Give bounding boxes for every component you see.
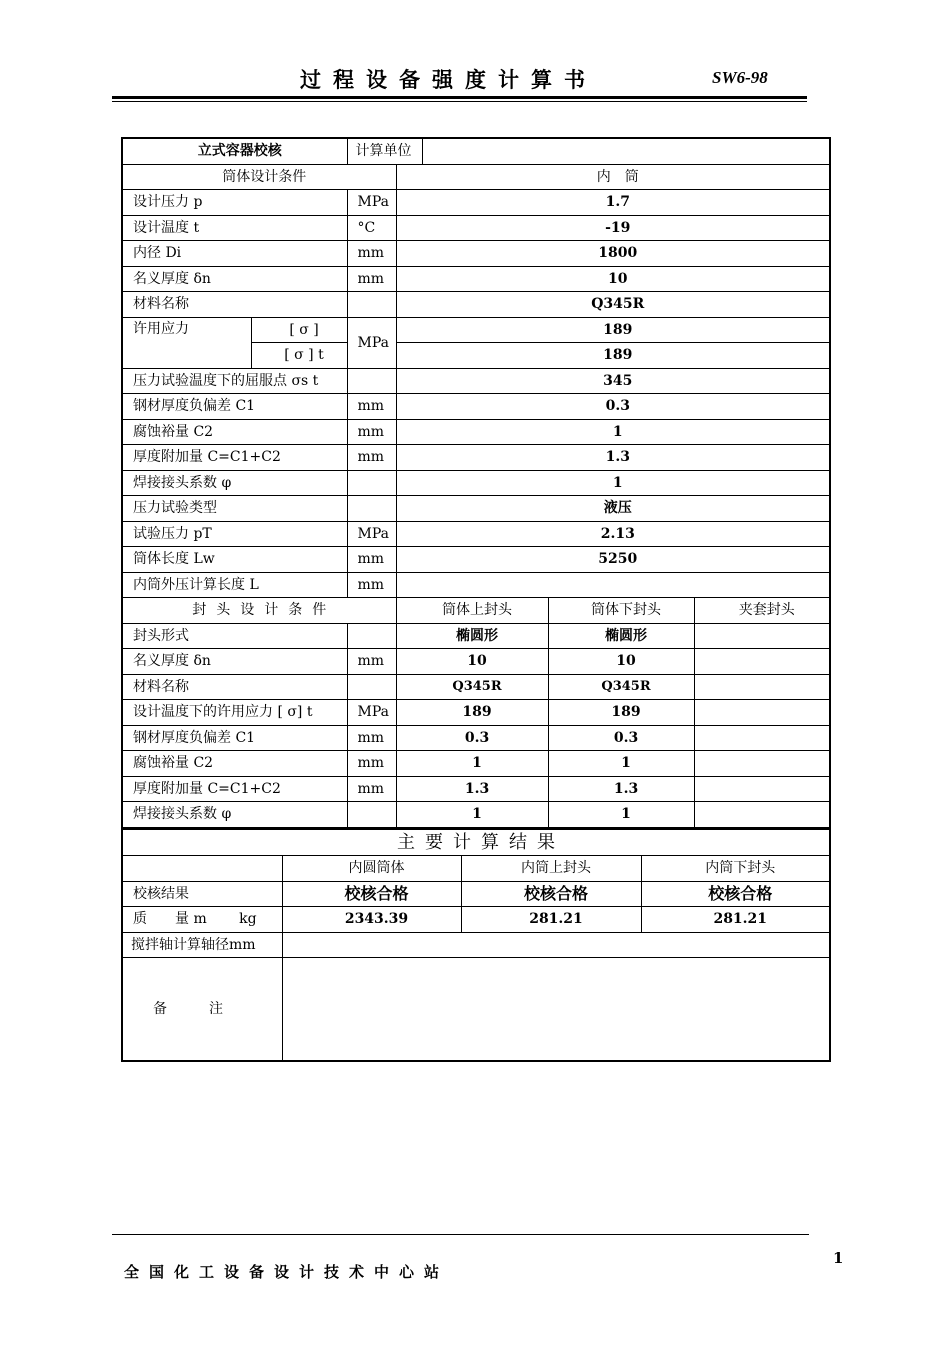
- table-row: 钢材厚度负偏差 C1 mm 0.3 0.3: [122, 725, 830, 751]
- table-row: 焊接接头系数 φ 1 1: [122, 802, 830, 828]
- results-table: [121, 829, 831, 1062]
- table-row: 封头设计条件 筒体上封头 筒体下封头 夹套封头: [122, 598, 830, 624]
- results-title: 主要计算结果: [122, 830, 830, 856]
- table-row: 焊接接头系数 φ 1: [122, 470, 830, 496]
- table-row: 试验压力 pT MPa 2.13: [122, 521, 830, 547]
- table-row: 筒体长度 Lw mm 5250: [122, 547, 830, 573]
- table-row: 材料名称 Q345R Q345R: [122, 674, 830, 700]
- table-row: 压力试验类型 液压: [122, 496, 830, 522]
- inner-shell-header: 内 筒: [396, 164, 830, 190]
- table-row: 腐蚀裕量 C2 mm 1 1: [122, 751, 830, 777]
- table-row: 内径 Di mm 1800: [122, 241, 830, 267]
- page-number: 1: [833, 1249, 844, 1267]
- table-row: 腐蚀裕量 C2 mm 1: [122, 419, 830, 445]
- remarks-value: [282, 958, 830, 1062]
- remarks-label: 备 注: [122, 958, 282, 1062]
- table-row: 设计压力 p MPa 1.7: [122, 190, 830, 216]
- table-row: 名义厚度 δn mm 10 10: [122, 649, 830, 675]
- footer-organization: 全国化工设备设计技术中心站: [124, 1263, 450, 1281]
- table-row: 厚度附加量 C=C1+C2 mm 1.3 1.3: [122, 776, 830, 802]
- table-row: 设计温度 t °C -19: [122, 215, 830, 241]
- table-row: 校核结果 校核合格 校核合格 校核合格: [122, 881, 830, 907]
- header-rule-thin: [112, 101, 807, 102]
- allowable-stress-label: 许用应力: [122, 317, 251, 368]
- table-row: 内筒外压计算长度 L mm: [122, 572, 830, 598]
- unit-value: [422, 138, 830, 164]
- table-row: 材料名称 Q345R: [122, 292, 830, 318]
- table-row: 质 量 m kg 2343.39 281.21 281.21: [122, 907, 830, 933]
- head-conditions-header: 封头设计条件: [122, 598, 396, 624]
- table-row: 封头形式 椭圆形 椭圆形: [122, 623, 830, 649]
- shell-conditions-header: 筒体设计条件: [122, 164, 396, 190]
- table-row: 搅拌轴计算轴径mm: [122, 932, 830, 958]
- table-row: 压力试验温度下的屈服点 σs t 345: [122, 368, 830, 394]
- document-title: 过程设备强度计算书: [300, 67, 597, 92]
- table-row: 内圆筒体 内筒上封头 内筒下封头: [122, 856, 830, 882]
- table-row: [ σ ] t 189: [122, 343, 830, 369]
- table-row: [122, 958, 830, 1062]
- table-row: 设计温度下的许用应力 [ σ] t MPa 189 189: [122, 700, 830, 726]
- table-row: 钢材厚度负偏差 C1 mm 0.3: [122, 394, 830, 420]
- unit-label: 计算单位: [347, 138, 422, 164]
- header-rule-thick: [112, 96, 807, 99]
- table-row: 厚度附加量 C=C1+C2 mm 1.3: [122, 445, 830, 471]
- vessel-check-table: [121, 137, 831, 829]
- table-row: 许用应力 [ σ ] MPa 189: [122, 317, 830, 343]
- footer-rule: [112, 1234, 809, 1235]
- document-code: SW6-98: [712, 68, 768, 87]
- table-row: 名义厚度 δn mm 10: [122, 266, 830, 292]
- table-title: 立式容器校核: [122, 138, 347, 164]
